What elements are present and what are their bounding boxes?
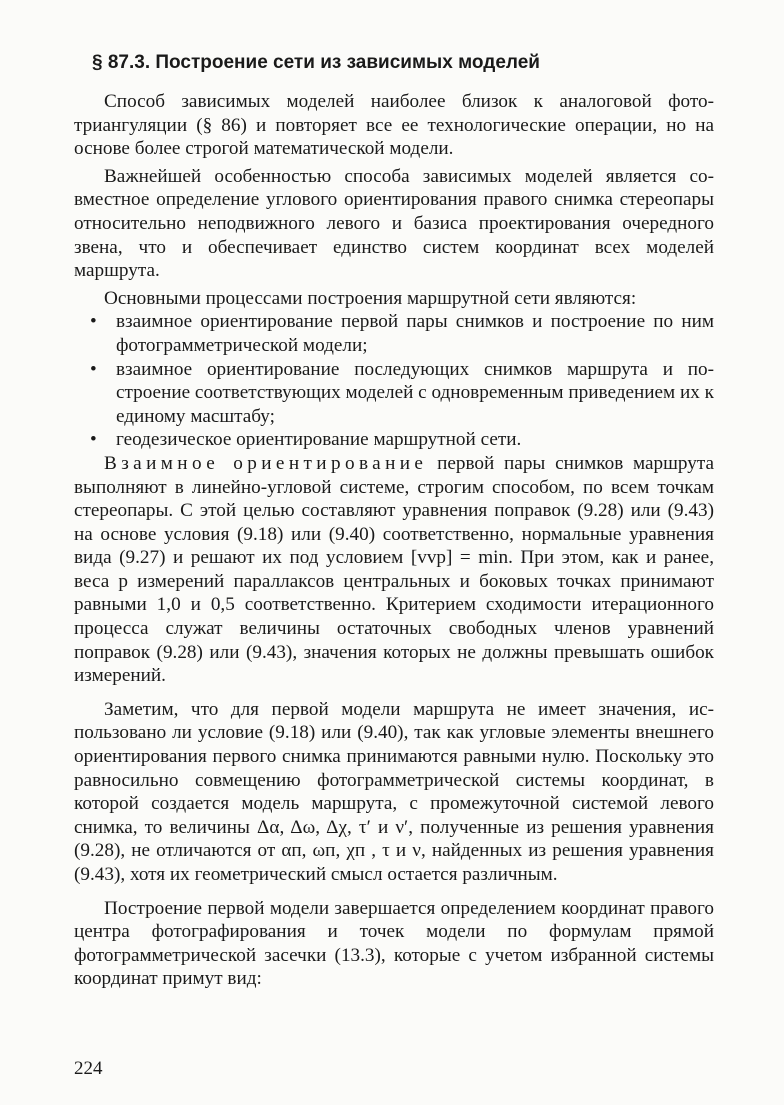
paragraph-processes-lead: Основными процессами построения маршрутной сети являются: <box>104 287 637 309</box>
page-content <box>74 52 714 991</box>
list-item: • геодезическое ориентирование маршрутной сети. <box>74 428 714 452</box>
paragraph-relative-orientation <box>74 452 714 688</box>
list-item: • взаимное ориентирование первой пары снимков и построение по ним фотограмметрической модели; <box>74 310 714 357</box>
paragraph-first-model-completion: Построение первой модели завершается определением координат правого центра фотографирования и точек модели по формулам прямой фотограмметрической засечки (13.3), которые с учетом избранной системы координат примут вид: <box>74 897 714 990</box>
paragraph-intro: Способ зависимых моделей наиболее близок к аналоговой фототриангуляции (§ 86) и повторяет все ее технологические операции, но на основе более строгой математической модели. <box>74 91 714 160</box>
page-number: 224 <box>74 1058 103 1079</box>
paragraph-first-model-note: Заметим, что для первой модели маршрута не имеет значения, использовано ли условие (9.18) или (9.40), так как угловые элементы внешнего ориентирования первого снимка принимаются равными нулю. Поскольку это равносильно совмещению фотограмметрической системы координат, в которой создается модель маршрута, с промежуточной системой левого снимка, то величины Δα, Δω, Δχ, τ′ и ν′, полученные из решения уравнения (9.28), не отличаются от αп, ωп, χп , τ и ν, найденных из решения уравнения (9.43), хотя их геометрический смысл остается различным. <box>74 698 714 885</box>
paragraph-key-feature: Важнейшей особенностью способа зависимых моделей является совместное определение углового ориентирования правого снимка стереопары относительно неподвижного левого и базиса проектирования очередного звена, что и обеспечивает единство систем координат всех моделей маршрута. <box>74 165 714 282</box>
section-heading: § 87.3. Построение сети из зависимых моделей <box>92 52 540 73</box>
list-item: • взаимное ориентирование последующих снимков маршрута и построение соответствующих моделей с одновременным приведением их к единому масштабу; <box>74 358 714 429</box>
process-list <box>74 310 714 452</box>
spaced-term: Взаимное ориентирование <box>104 452 428 474</box>
paragraph-text: первой пары снимков маршрута выполняют в линейно-угловой системе, строгим способом, по всем точкам стереопары. С этой целью составляют уравнения поправок (9.28) или (9.43) на основе условия (9.18) или (9.40) соответственно, нормальные уравнения вида (9.27) и решают их под условием [vvp] = min. При этом, как и ранее, веса p измерений параллаксов центральных и боковых точках принимают равными 1,0 и 0,5 соответственно. Критерием сходимости итерационного процесса служат величины остаточных свободных членов уравнений поправок (9.28) или (9.43), значения которых не должны превышать ошибок измерений. <box>74 452 714 687</box>
